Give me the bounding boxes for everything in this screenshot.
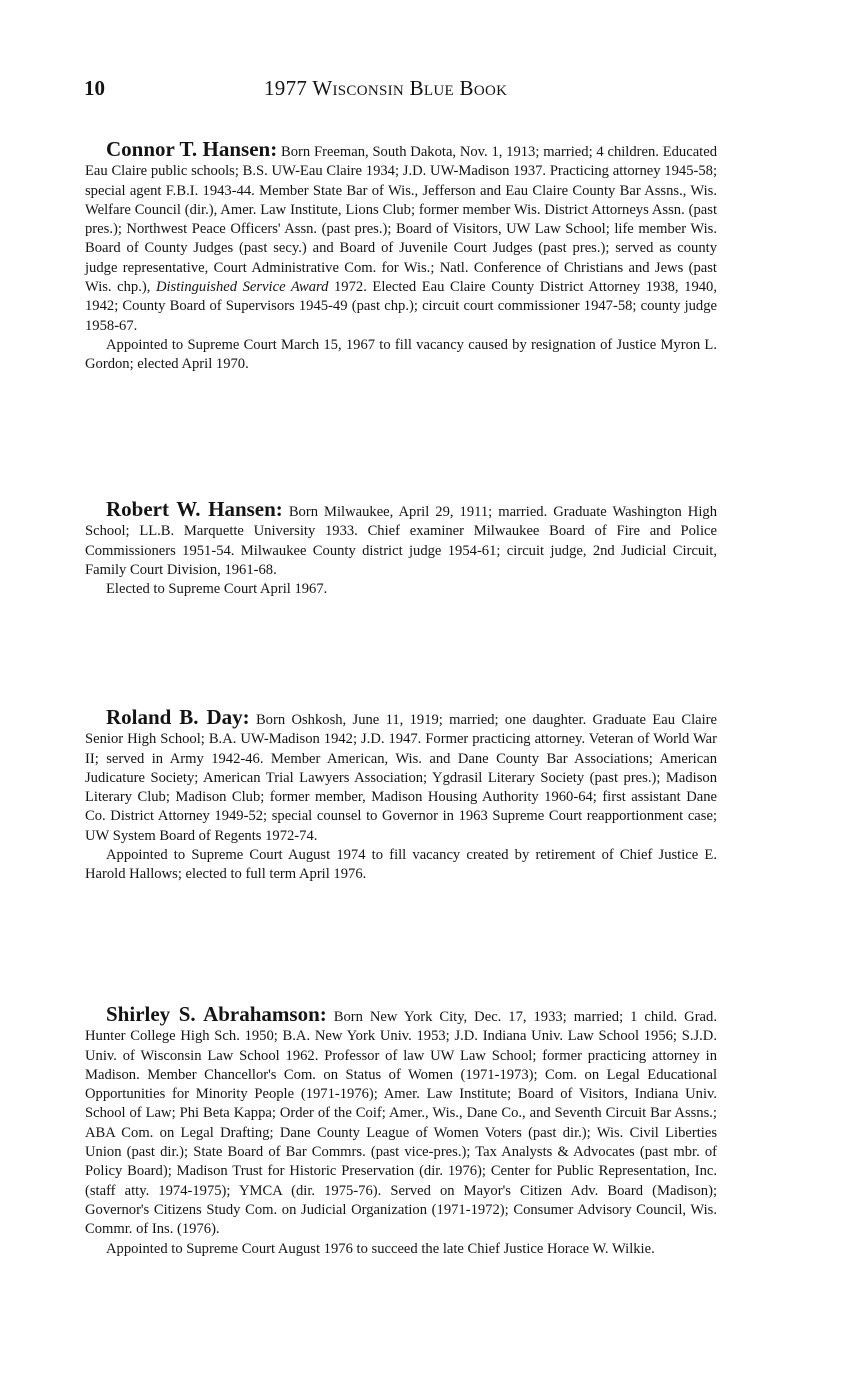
bio-shirley-abrahamson [85, 1002, 717, 1259]
bio-text: Born Oshkosh, June 11, 1919; married; one daughter. Graduate Eau Claire Senior High School; B.A. UW-Madison 1942; J.D. 1947. Former practicing attorney. Veteran of World War II; served in Army 1942-46. Member American, Wis. and Dane County Bar Associations; American Judicature Society; American Trial Lawyers Association; Ygdrasil Literary Society (past pres.); Madison Literary Club; Madison Club; former member, Madison Housing Authority 1960-64; first assistant Dane Co. District Attorney 1949-52; special counsel to Governor in 1963 Supreme Court reapportionment case; UW System Board of Regents 1972-74. [85, 712, 717, 844]
page-number: 10 [84, 76, 105, 100]
bio-text: Born Milwaukee, April 29, 1911; married. Graduate Washington High School; LL.B. Marquette University 1933. Chief examiner Milwaukee Board of Fire and Police Commissioners 1951-54. Milwaukee County district judge 1954-61; circuit judge, 2nd Judicial Circuit, Family Court Division, 1961-68. [85, 504, 717, 578]
running-title: 1977 Wisconsin Blue Book [264, 76, 508, 100]
bio-name: Shirley S. Abrahamson: [106, 1002, 327, 1026]
bio-name: Roland B. Day: [106, 705, 250, 729]
bio-paragraph [85, 705, 717, 846]
bio-text-continued: 1972. Elected Eau Claire County District Attorney 1938, 1940, 1942; County Board of Supervisors 1945-49 (past chp.); circuit court commissioner 1947-58; county judge 1958-67. [85, 279, 717, 334]
bio-name: Connor T. Hansen: [106, 137, 278, 161]
bio-paragraph [85, 137, 717, 336]
bio-appointment: Appointed to Supreme Court August 1974 to fill vacancy created by retirement of Chief Justice E. Harold Hallows; elected to full term April 1976. [85, 847, 717, 883]
bio-roland-day [85, 705, 717, 885]
bio-appointment: Appointed to Supreme Court August 1976 to succeed the late Chief Justice Horace W. Wilkie. [106, 1240, 655, 1257]
bio-connor-hansen [85, 137, 717, 375]
bio-text: Born Freeman, South Dakota, Nov. 1, 1913; married; 4 children. Educated Eau Claire public schools; B.S. UW-Eau Claire 1934; J.D. UW-Madison 1937. Practicing attorney 1945-58; special agent F.B.I. 1943-44. Member State Bar of Wis., Jefferson and Eau Claire County Bar Assns., Wis. Welfare Council (dir.), Amer. Law Institute, Lions Club; former member Wis. District Attorneys Assn. (past pres.); Northwest Peace Officers' Assn. (past pres.); Board of Visitors, UW Law School; life member Wis. Board of County Judges (past secy.) and Board of Juvenile Court Judges (past pres.); served as county judge representative, Court Administrative Com. for Wis.; Natl. Conference of Christians and Jews (past Wis. chp.), [85, 144, 717, 296]
page-header [84, 76, 724, 106]
bio-text: Born New York City, Dec. 17, 1933; married; 1 child. Grad. Hunter College High Sch. 1950; B.A. New York Univ. 1953; J.D. Indiana Univ. Law School 1956; S.J.D. Univ. of Wisconsin Law School 1962. Professor of law UW Law School; former practicing attorney in Madison. Member Chancellor's Com. on Status of Women (1971-1973); Com. on Legal Educational Opportunities for Minority People (1971-1976); Amer. Law Institute; Board of Visitors, Indiana Univ. School of Law; Phi Beta Kappa; Order of the Coif; Amer., Wis., Dane Co., and Seventh Circuit Bar Assns.; ABA Com. on Legal Drafting; Dane County League of Women Voters (past dir.); Wis. Civil Liberties Union (past dir.); State Board of Bar Commrs. (past vice-pres.); Tax Analysts & Advocates (past mbr. of Policy Board); Madison Trust for Historic Preservation (dir. 1976); Center for Public Representation, Inc. (staff atty. 1974-1975); YMCA (dir. 1975-76). Served on Mayor's Citizen Adv. Board (Madison); Governor's Citizens Study Com. on Judicial Organization (1971-1972); Consumer Advisory Council, Wis. Commr. of Ins. (1976). [85, 1009, 717, 1238]
bio-appointment: Elected to Supreme Court April 1967. [106, 581, 328, 598]
bio-paragraph [85, 497, 717, 580]
bio-robert-hansen [85, 497, 717, 599]
bio-name: Robert W. Hansen: [106, 497, 283, 521]
bio-appointment: Appointed to Supreme Court March 15, 1967 to fill vacancy caused by resignation of Justice Myron L. Gordon; elected April 1970. [85, 336, 717, 373]
bio-paragraph [85, 1002, 717, 1240]
award-title: Distinguished Service Award [155, 279, 329, 296]
